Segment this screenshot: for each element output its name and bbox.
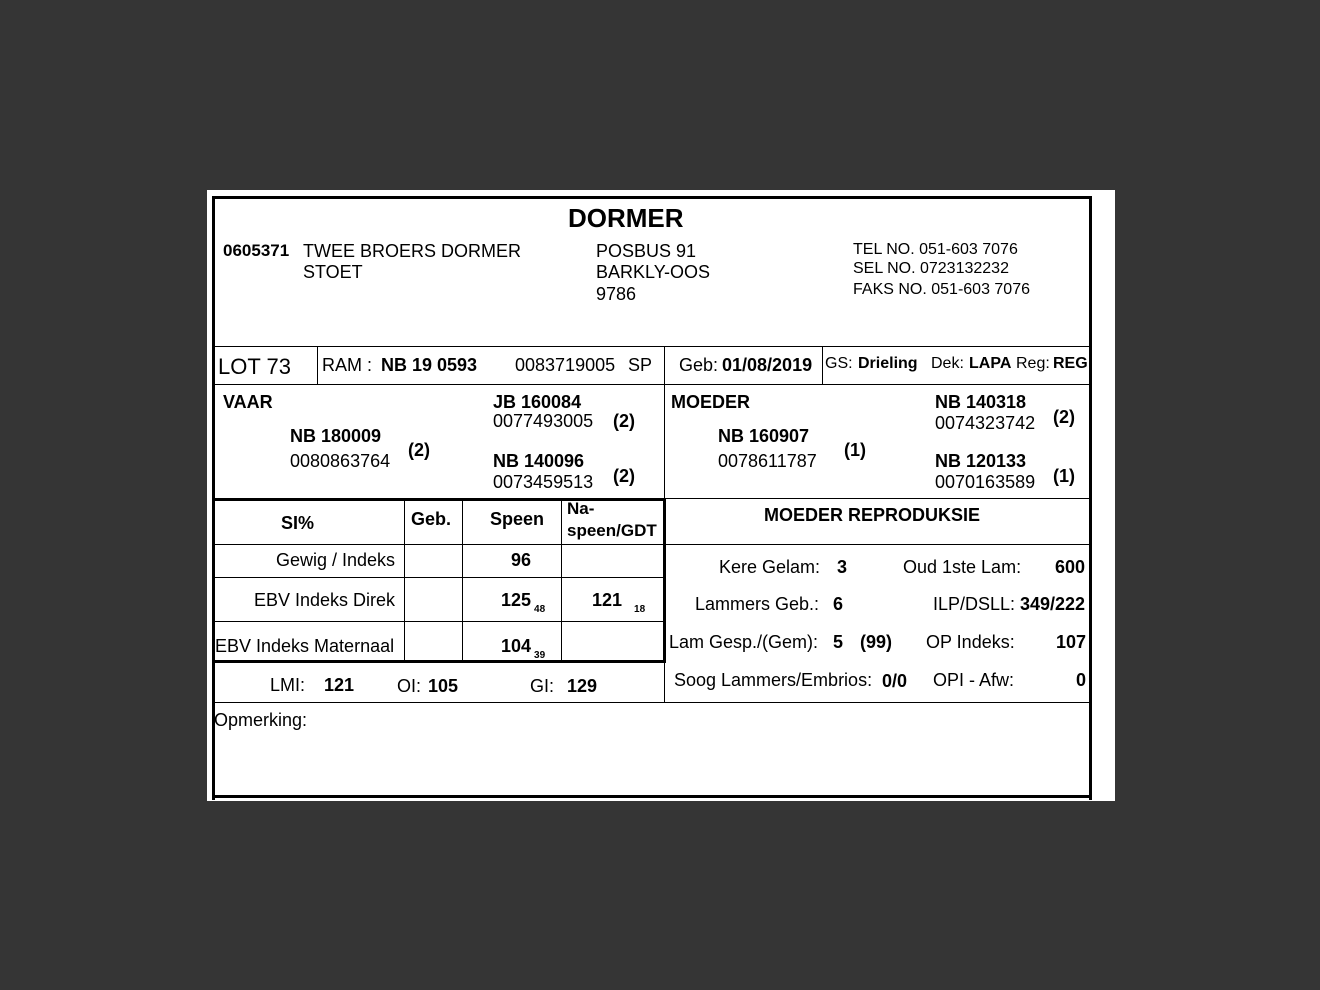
divider — [462, 499, 463, 661]
ram-suffix: SP — [628, 355, 653, 375]
reg-value: REG — [1053, 355, 1088, 372]
vaar-count: (2) — [408, 440, 430, 460]
row-label-maternaal: EBV Indeks Maternaal — [215, 636, 395, 656]
reproduksie-title: MOEDER REPRODUKSIE — [764, 505, 981, 525]
moeder-moeder-reg: 0070163589 — [935, 472, 1036, 492]
moeder-moeder-id: NB 120133 — [935, 451, 1027, 471]
gesp-gem: (99) — [860, 632, 893, 652]
divider — [317, 346, 318, 384]
dek-label: Dek: — [931, 355, 964, 372]
kere-value: 3 — [837, 557, 848, 577]
ilp-value: 349/222 — [1020, 594, 1086, 614]
row-label-gewig: Gewig / Indeks — [276, 550, 396, 570]
divider — [213, 544, 1091, 545]
gesp-label: Lam Gesp./(Gem): — [669, 632, 819, 652]
divider — [213, 384, 1091, 385]
op-label: OP Indeks: — [926, 632, 1015, 652]
gesp-value: 5 — [833, 632, 844, 652]
breeder-name-line1: TWEE BROERS DORMER — [303, 241, 522, 261]
ram-id: NB 19 0593 — [381, 355, 478, 375]
opi-value: 0 — [1076, 670, 1087, 690]
vaar-vaar-reg: 0077493005 — [493, 411, 594, 431]
gs-value: Drieling — [858, 355, 918, 372]
opmerking-label: Opmerking: — [214, 710, 308, 730]
direk-naspeen: 121 $_{18}$ — [592, 590, 646, 615]
tel-number: TEL NO. 051-603 7076 — [853, 241, 1018, 258]
speen-header: Speen — [490, 509, 545, 529]
breed-title: DORMER — [568, 203, 684, 233]
vaar-vaar-count: (2) — [613, 411, 635, 431]
address-line2: BARKLY-OOS — [596, 262, 711, 282]
moeder-count: (1) — [844, 440, 866, 460]
gi-label: GI: — [530, 676, 555, 696]
breeder-name-line2: STOET — [303, 262, 363, 282]
vaar-reg: 0080863764 — [290, 451, 391, 471]
vaar-vaar-id: JB 160084 — [493, 392, 582, 412]
sel-number: SEL NO. 0723132232 — [853, 260, 1009, 277]
vaar-id: NB 180009 — [290, 426, 382, 446]
cut-off-text-fragment — [250, 796, 1070, 802]
oi-value: 105 — [428, 676, 459, 696]
divider — [212, 660, 666, 663]
divider — [663, 498, 666, 663]
opi-label: OPI - Afw: — [933, 670, 1015, 690]
ram-reg: 0083719005 — [515, 355, 616, 375]
soog-label: Soog Lammers/Embrios: — [674, 670, 873, 690]
maternaal-speen: 104 $_{39}$ — [501, 636, 546, 661]
lammers-label: Lammers Geb.: — [695, 594, 820, 614]
faks-number: FAKS NO. 051-603 7076 — [853, 281, 1030, 298]
moeder-vaar-id: NB 140318 — [935, 392, 1027, 412]
divider — [404, 499, 405, 661]
soog-value: 0/0 — [882, 671, 908, 691]
divider — [822, 346, 823, 384]
lmi-label: LMI: — [270, 675, 306, 695]
op-value: 107 — [1056, 632, 1087, 652]
direk-speen: 125 $_{48}$ — [501, 590, 546, 615]
dek-value: LAPA — [969, 355, 1012, 372]
reg-label: Reg: — [1016, 355, 1050, 372]
naspeen-header-1: Na- — [567, 499, 595, 518]
geb-date: 01/08/2019 — [722, 355, 813, 375]
lammers-value: 6 — [833, 594, 844, 614]
oud-label: Oud 1ste Lam: — [903, 557, 1022, 577]
kere-label: Kere Gelam: — [719, 557, 821, 577]
vaar-moeder-id: NB 140096 — [493, 451, 585, 471]
breeder-number: 0605371 — [223, 241, 290, 260]
row-label-direk: EBV Indeks Direk — [254, 590, 396, 610]
divider — [213, 621, 664, 622]
lmi-value: 121 — [324, 675, 355, 695]
geb-label: Geb: — [679, 355, 719, 375]
ram-label: RAM : — [322, 355, 373, 375]
gi-value: 129 — [567, 676, 598, 696]
divider — [212, 346, 215, 666]
gewig-speen: 96 — [511, 550, 532, 570]
address-line3: 9786 — [596, 284, 637, 304]
moeder-vaar-reg: 0074323742 — [935, 413, 1036, 433]
si-header: SI% — [281, 513, 315, 533]
ilp-label: ILP/DSLL: — [933, 594, 1016, 614]
moeder-id: NB 160907 — [718, 426, 810, 446]
address-line1: POSBUS 91 — [596, 241, 697, 261]
vaar-label: VAAR — [223, 392, 273, 412]
divider — [213, 577, 664, 578]
divider — [212, 498, 666, 501]
moeder-vaar-count: (2) — [1053, 407, 1075, 427]
moeder-reg: 0078611787 — [718, 451, 817, 471]
moeder-label: MOEDER — [671, 392, 751, 412]
divider — [213, 702, 1091, 703]
vaar-moeder-count: (2) — [613, 466, 635, 486]
oud-value: 600 — [1055, 557, 1086, 577]
gs-label: GS: — [825, 355, 853, 372]
divider — [561, 499, 562, 661]
divider — [213, 346, 1091, 347]
vaar-moeder-reg: 0073459513 — [493, 472, 594, 492]
naspeen-header-2: speen/GDT — [567, 521, 657, 540]
lot-number: LOT 73 — [218, 354, 291, 379]
moeder-moeder-count: (1) — [1053, 466, 1075, 486]
geb-header: Geb. — [411, 509, 452, 529]
divider — [665, 498, 1091, 499]
oi-label: OI: — [397, 676, 422, 696]
